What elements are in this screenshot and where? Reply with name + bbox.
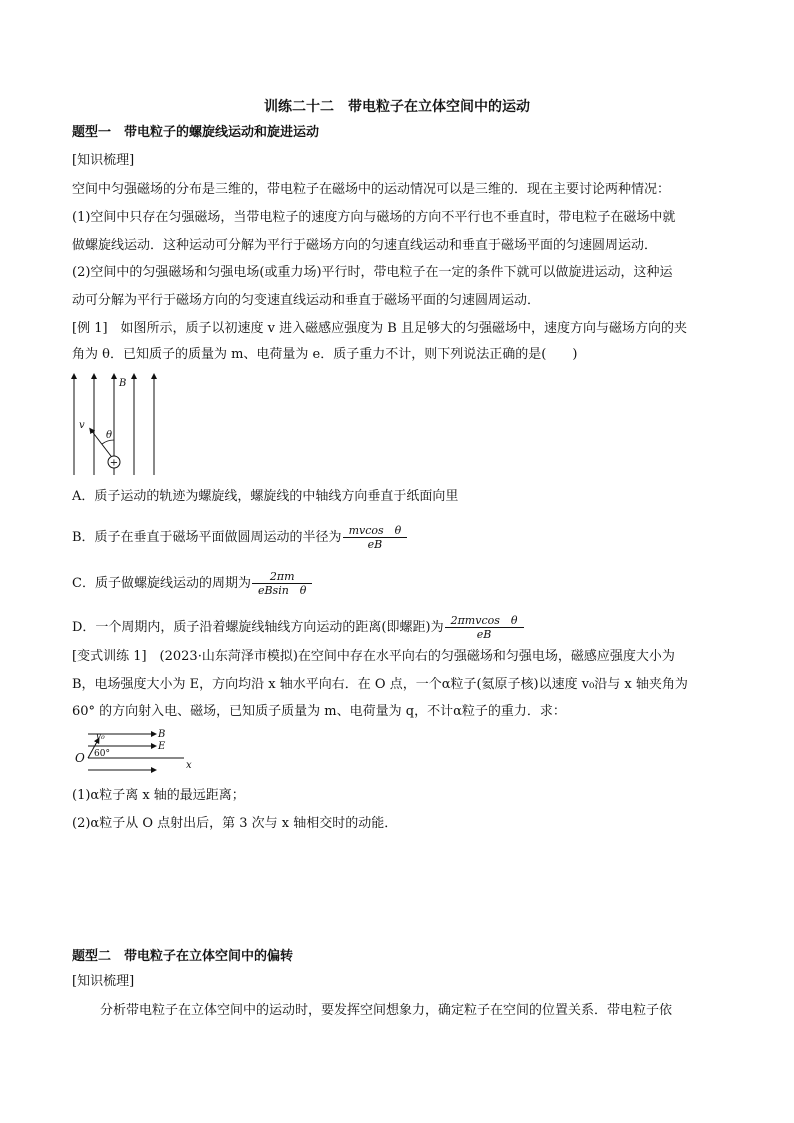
section2-tag: [知识梳理] — [72, 974, 135, 989]
option-b — [72, 524, 722, 551]
section1-p2-line1: (2)空间中的匀强磁场和匀强电场(或重力场)平行时，带电粒子在一定的条件下就可以做旋进运动，这种运 — [72, 265, 673, 280]
section1-p1-line1: (1)空间中只存在匀强磁场，当带电粒子的速度方向与磁场的方向不平行也不垂直时，带电粒子在磁场中就 — [72, 210, 676, 225]
option-c — [72, 570, 722, 597]
variant1-q1: (1)α粒子离 x 轴的最远距离； — [72, 788, 245, 803]
option-c-fraction — [252, 570, 312, 597]
section2-heading: 题型二 带电粒子在立体空间中的偏转 — [72, 949, 294, 964]
variant1-figure — [74, 726, 194, 776]
option-d-text: D．一个周期内，质子沿着螺旋线轴线方向运动的距离(即螺距)为 — [72, 620, 444, 635]
variant1-line1: [变式训练 1] (2023·山东菏泽市模拟)在空间中存在水平向右的匀强磁场和匀强电场，磁感应强度大小为 — [72, 649, 675, 664]
label-60-degrees: 60° — [94, 749, 110, 759]
section2-line1: 分析带电粒子在立体空间中的运动时，要发挥空间想象力，确定粒子在空间的位置关系．带电粒子依 — [100, 1003, 673, 1018]
label-x: x — [186, 760, 192, 771]
variant1-line2: B，电场强度大小为 E，方向均沿 x 轴水平向右．在 O 点，一个α粒子(氦原子核)以速度 v₀沿与 x 轴夹角为 — [72, 677, 688, 692]
example1-line1: [例 1] 如图所示，质子以初速度 v 进入磁感应强度为 B 且足够大的匀强磁场中，速度方向与磁场方向的夹 — [72, 321, 687, 336]
label-B2: B — [158, 729, 166, 740]
section1-tag: [知识梳理] — [72, 153, 135, 168]
option-d — [72, 614, 722, 641]
option-b-numerator: mvcos θ — [343, 524, 408, 538]
option-b-denominator: eB — [367, 538, 383, 551]
proton-charge: + — [109, 457, 119, 469]
option-a: A．质子运动的轨迹为螺旋线，螺旋线的中轴线方向垂直于纸面向里 — [72, 489, 459, 504]
section1-heading: 题型一 带电粒子的螺旋线运动和旋进运动 — [72, 125, 320, 140]
variant1-q2: (2)α粒子从 O 点射出后，第 3 次与 x 轴相交时的动能． — [72, 816, 398, 831]
page-title: 训练二十二 带电粒子在立体空间中的运动 — [264, 99, 530, 115]
label-v0: v₀ — [96, 732, 105, 742]
option-d-numerator: 2πmvcos θ — [445, 614, 524, 628]
option-d-denominator: eB — [476, 628, 492, 641]
option-c-numerator: 2πm — [252, 570, 312, 584]
section1-p2-line2: 动可分解为平行于磁场方向的匀变速直线运动和垂直于磁场平面的匀速圆周运动． — [72, 293, 541, 308]
example1-line2: 角为 θ．已知质子的质量为 m、电荷量为 e．质子重力不计，则下列说法正确的是( ) — [72, 347, 578, 362]
section1-intro: 空间中匀强磁场的分布是三维的，带电粒子在磁场中的运动情况可以是三维的．现在主要讨论两种情况： — [72, 182, 671, 197]
label-B: B — [119, 378, 127, 389]
option-c-text: C．质子做螺旋线运动的周期为 — [72, 576, 251, 591]
variant1-line3: 60° 的方向射入电、磁场，已知质子质量为 m、电荷量为 q，不计α粒子的重力．求： — [72, 704, 566, 719]
label-v: v — [79, 420, 85, 431]
option-c-denominator: eBsin θ — [257, 584, 307, 597]
label-E: E — [158, 741, 166, 752]
section1-p1-line2: 做螺旋线运动．这种运动可分解为平行于磁场方向的匀速直线运动和垂直于磁场平面的匀速圆周运动． — [72, 238, 658, 253]
option-d-fraction — [445, 614, 524, 641]
example1-figure — [66, 372, 166, 477]
option-b-text: B．质子在垂直于磁场平面做圆周运动的半径为 — [72, 530, 342, 545]
option-b-fraction — [343, 524, 408, 551]
label-O: O — [75, 751, 85, 765]
label-theta: θ — [106, 430, 113, 441]
